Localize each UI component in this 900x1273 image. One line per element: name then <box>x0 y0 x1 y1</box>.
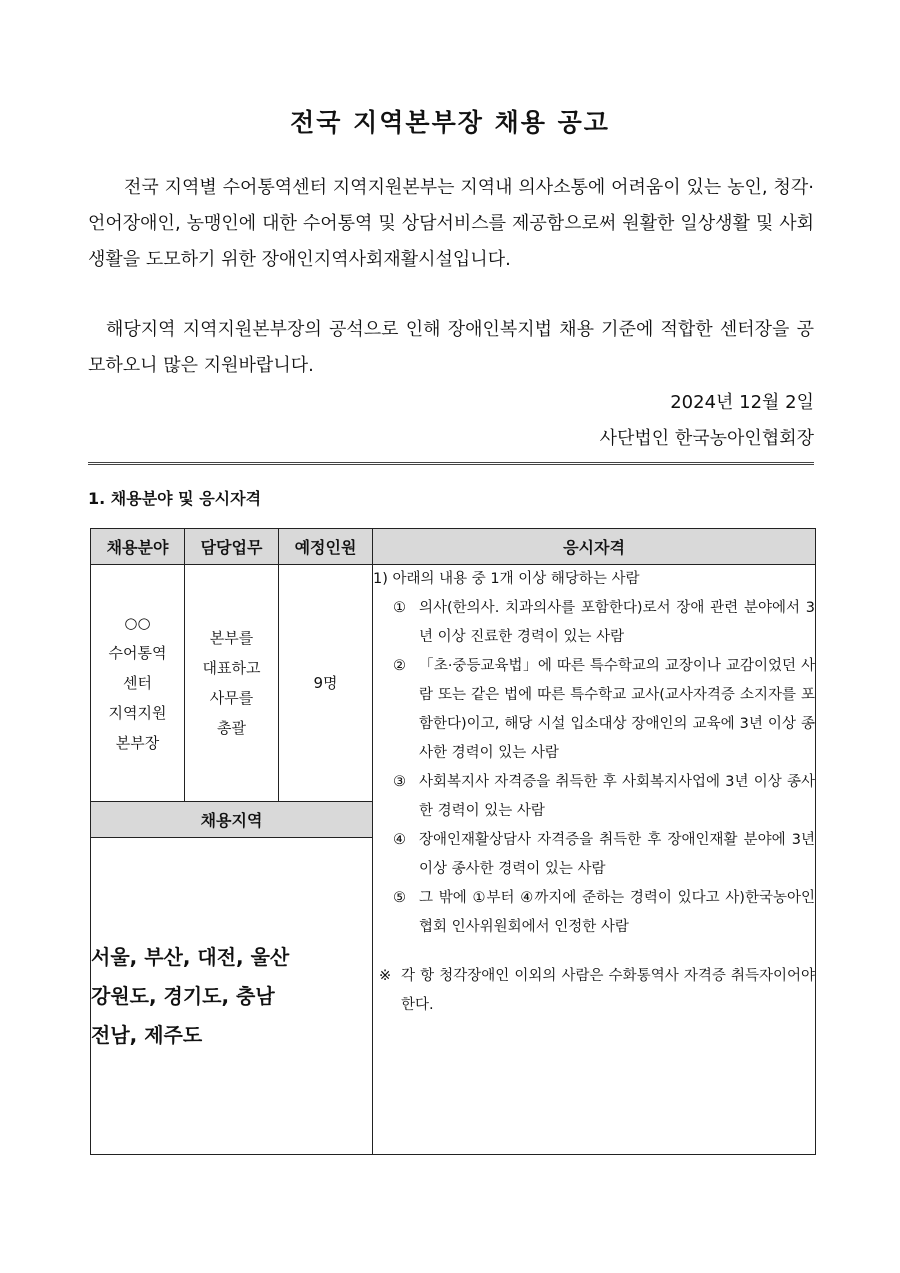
item-number: ② <box>393 658 406 674</box>
item-text: 장애인재활상담사 자격증을 취득한 후 장애인재활 분야에 3년 이상 종사한 경력이 있는 사람 <box>419 832 815 877</box>
item-number: ① <box>393 600 406 616</box>
note-text: 각 항 청각장애인 이외의 사람은 수화통역사 자격증 취득자이어야 한다. <box>401 968 815 1013</box>
double-divider <box>88 462 814 465</box>
item-text: 사회복지사 자격증을 취득한 후 사회복지사업에 3년 이상 종사한 경력이 있는 사람 <box>419 774 815 819</box>
organization-name: 사단법인 한국농아인협회장 <box>599 428 814 449</box>
item-text: 의사(한의사. 치과의사를 포함한다)로서 장애 관련 분야에서 3년 이상 진료한 경력이 있는 사람 <box>419 600 815 645</box>
intro-paragraph-1: 전국 지역별 수어통역센터 지역지원본부는 지역내 의사소통에 어려움이 있는 농인, 청각·언어장애인, 농맹인에 대한 수어통역 및 상담서비스를 제공함으로써 원활한 일상생활 및 사회생활을 도모하기 위한 장애인지역사회재활시설입니다. <box>88 177 814 270</box>
field-line: 센터 <box>123 674 152 692</box>
duty-line: 총괄 <box>217 719 246 737</box>
qualification-item <box>373 826 815 884</box>
qualification-item <box>373 884 815 942</box>
qualification-note <box>373 962 815 1020</box>
item-text: 「초·중등교육법」에 따른 특수학교의 교장이나 교감이었던 사람 또는 같은 법에 따른 특수학교 교사(교사자격증 소지자를 포함한다)이고, 해당 시설 입소대상 장애인의 교육에 3년 이상 종사한 경력이 있는 사람 <box>419 658 815 761</box>
item-number: ④ <box>393 832 406 848</box>
field-line: ○○ <box>124 614 151 632</box>
qualification-lead: 1) 아래의 내용 중 1개 이상 해당하는 사람 <box>373 571 640 587</box>
header-field: 채용분야 <box>91 529 185 565</box>
field-line: 지역지원 <box>108 704 167 722</box>
header-qualification: 응시자격 <box>373 529 816 565</box>
region-header: 채용지역 <box>91 802 373 838</box>
item-number: ③ <box>393 774 406 790</box>
section-title: 1. 채용분야 및 응시자격 <box>88 489 262 508</box>
duty-line: 본부를 <box>209 629 254 647</box>
headcount-cell: 9명 <box>279 565 373 802</box>
header-duty: 담당업무 <box>185 529 279 565</box>
region-line: 서울, 부산, 대전, 울산 <box>91 944 290 969</box>
duty-cell <box>185 565 279 802</box>
region-cell <box>91 838 373 1155</box>
announcement-date: 2024년 12월 2일 <box>670 392 814 413</box>
field-cell <box>91 565 185 802</box>
qualification-item <box>373 652 815 768</box>
note-mark: ※ <box>379 968 392 984</box>
qualification-item <box>373 768 815 826</box>
region-line: 강원도, 경기도, 충남 <box>91 983 275 1008</box>
page-title: 전국 지역본부장 채용 공고 <box>290 108 610 137</box>
region-line: 전남, 제주도 <box>91 1022 203 1047</box>
qualification-cell <box>373 565 816 1155</box>
qualification-item <box>373 594 815 652</box>
recruitment-table <box>90 528 816 1155</box>
duty-line: 대표하고 <box>202 659 261 677</box>
field-line: 수어통역 <box>108 644 167 662</box>
header-headcount: 예정인원 <box>279 529 373 565</box>
duty-line: 사무를 <box>209 689 254 707</box>
item-number: ⑤ <box>393 890 406 906</box>
intro-paragraph-2: 해당지역 지역지원본부장의 공석으로 인해 장애인복지법 채용 기준에 적합한 센터장을 공모하오니 많은 지원바랍니다. <box>88 319 814 376</box>
field-line: 본부장 <box>115 734 160 752</box>
item-text: 그 밖에 ①부터 ④까지에 준하는 경력이 있다고 사)한국농아인협회 인사위원회에서 인정한 사람 <box>419 890 815 935</box>
